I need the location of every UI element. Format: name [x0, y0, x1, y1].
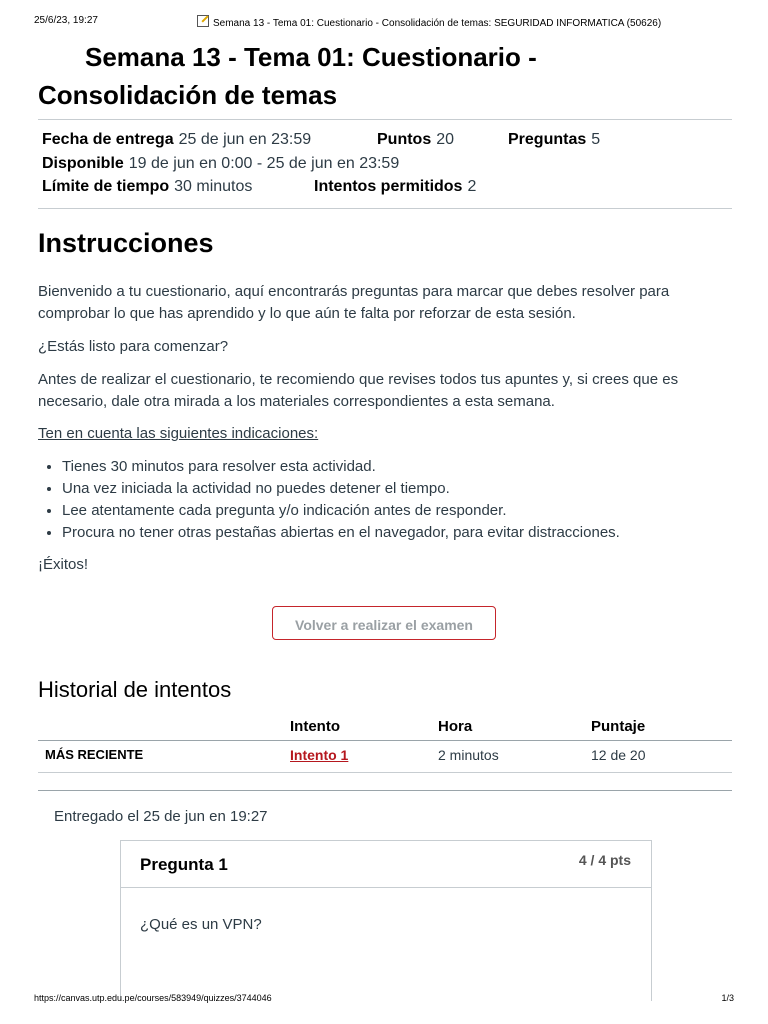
question-points: 4 / 4 pts: [578, 852, 631, 868]
instructions-paragraph: ¿Estás listo para comenzar?: [38, 338, 229, 355]
column-header-attempt: Intento: [290, 718, 340, 735]
allowed-attempts: Intentos permitidos 2: [314, 178, 477, 195]
page-title-line2: Consolidación de temas: [38, 80, 338, 110]
quiz-icon: [197, 15, 209, 27]
column-header-time: Hora: [438, 718, 473, 735]
list-item: • Procura no tener otras pestañas abiertas en el navegador, para evitar distracciones.: [62, 522, 620, 544]
retake-quiz-button[interactable]: Volver a realizar el examen: [272, 606, 496, 640]
question-title: Pregunta 1: [140, 855, 228, 874]
list-item: • Lee atentamente cada pregunta y/o indicación antes de responder.: [62, 500, 620, 522]
print-footer-url: https://canvas.utp.edu.pe/courses/583949/quizzes/3744046: [34, 993, 272, 1003]
instructions-paragraph: Antes de realizar el cuestionario, te recomiendo que revises todos tus apuntes y, si crees que es necesario, dale otra mirada a los materiales correspondientes a esta semana.: [38, 371, 679, 410]
due-date: Fecha de entrega 25 de jun en 23:59: [42, 131, 312, 148]
time-limit: Límite de tiempo 30 minutos: [42, 178, 253, 195]
divider: [38, 790, 732, 791]
row-label: MÁS RECIENTE: [45, 747, 144, 762]
divider: [38, 119, 732, 120]
submitted-timestamp: Entregado el 25 de jun en 19:27: [54, 808, 268, 825]
time-cell: 2 minutos: [438, 747, 499, 763]
question-header: [121, 841, 651, 888]
instructions-heading: Instrucciones: [38, 228, 214, 258]
question-card: [120, 840, 652, 1001]
page-title-line1: Semana 13 - Tema 01: Cuestionario -: [85, 42, 537, 72]
print-doc-title: [197, 15, 661, 29]
attempt-cell: [290, 747, 348, 763]
list-item: • Tienes 30 minutos para resolver esta actividad.: [62, 456, 620, 478]
print-page-number: 1/3: [721, 993, 734, 1003]
points: Puntos 20: [377, 131, 455, 148]
instructions-note-heading: Ten en cuenta las siguientes indicaciones:: [38, 425, 319, 442]
divider: [38, 208, 732, 209]
print-doc-title-text: Semana 13 - Tema 01: Cuestionario - Consolidación de temas: SEGURIDAD INFORMATICA (50626): [213, 18, 662, 29]
question-text: ¿Qué es un VPN?: [140, 916, 262, 933]
column-header-score: Puntaje: [591, 718, 646, 735]
instructions-paragraph: Bienvenido a tu cuestionario, aquí encontrarás preguntas para marcar que debes resolver para comprobar lo que has aprendido y lo que aún te falta por reforzar de esta sesión.: [38, 283, 670, 322]
score-cell: 12 de 20: [591, 747, 646, 763]
instructions-closing: ¡Éxitos!: [38, 556, 89, 573]
instructions-list: [38, 456, 620, 544]
list-item: • Una vez iniciada la actividad no puedes detener el tiempo.: [62, 478, 620, 500]
divider: [38, 772, 732, 773]
table-header-divider: [38, 740, 732, 741]
attempt-history-heading: Historial de intentos: [38, 677, 232, 702]
questions-count: Preguntas 5: [508, 131, 601, 148]
availability: Disponible 19 de jun en 0:00 - 25 de jun en 23:59: [42, 155, 400, 172]
attempt-link[interactable]: Intento 1: [290, 747, 349, 763]
page-title: [38, 38, 598, 114]
print-date: 25/6/23, 19:27: [34, 15, 98, 26]
